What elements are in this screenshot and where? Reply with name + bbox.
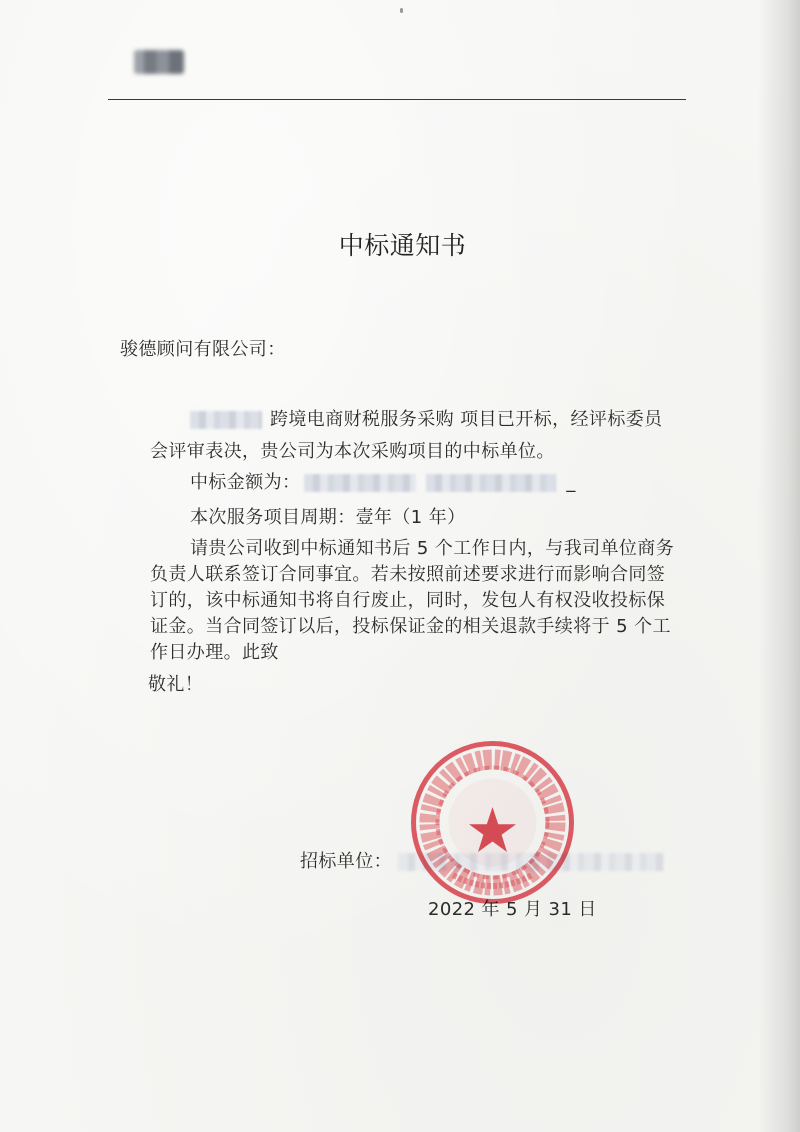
scan-edge-shadow <box>758 0 800 1132</box>
document-title: 中标通知书 <box>338 231 467 260</box>
issue-date: 2022 年 5 月 31 日 <box>428 899 597 920</box>
redacted-logo <box>134 50 184 74</box>
redacted-signatory-name <box>398 853 664 871</box>
para1-line1 <box>190 408 663 432</box>
addressee: 骏德顾问有限公司： <box>120 339 286 360</box>
signatory-line <box>300 850 664 874</box>
amount-tail: _ <box>566 472 576 493</box>
redacted-amount <box>304 474 416 492</box>
amount-line <box>190 471 576 495</box>
para2-line2: 负责人联系签订合同事宜。若未按照前述要求进行而影响合同签 <box>150 564 666 585</box>
amount-label: 中标金额为： <box>190 472 301 493</box>
header-rule <box>108 99 686 100</box>
para2-line4: 证金。当合同签订以后，投标保证金的相关退款手续将于 5 个工 <box>150 616 671 637</box>
redacted-amount-uppercase <box>426 474 556 492</box>
redacted-project-prefix <box>190 411 262 429</box>
para1-line1-text: 跨境电商财税服务采购 项目已开标，经评标委员 <box>270 409 663 430</box>
para2-line5: 作日办理。此致 <box>150 642 279 663</box>
para2-line3: 订的，该中标通知书将自行废止，同时，发包人有权没收投标保 <box>150 590 666 611</box>
para2-line1: 请贵公司收到中标通知书后 5 个工作日内，与我司单位商务 <box>190 538 675 559</box>
scan-speck <box>400 8 403 13</box>
para1-line2: 会评审表决，贵公司为本次采购项目的中标单位。 <box>150 441 555 462</box>
service-period: 本次服务项目周期：壹年（1 年） <box>190 507 466 528</box>
signatory-label: 招标单位： <box>300 851 392 872</box>
closing: 敬礼！ <box>148 674 204 695</box>
